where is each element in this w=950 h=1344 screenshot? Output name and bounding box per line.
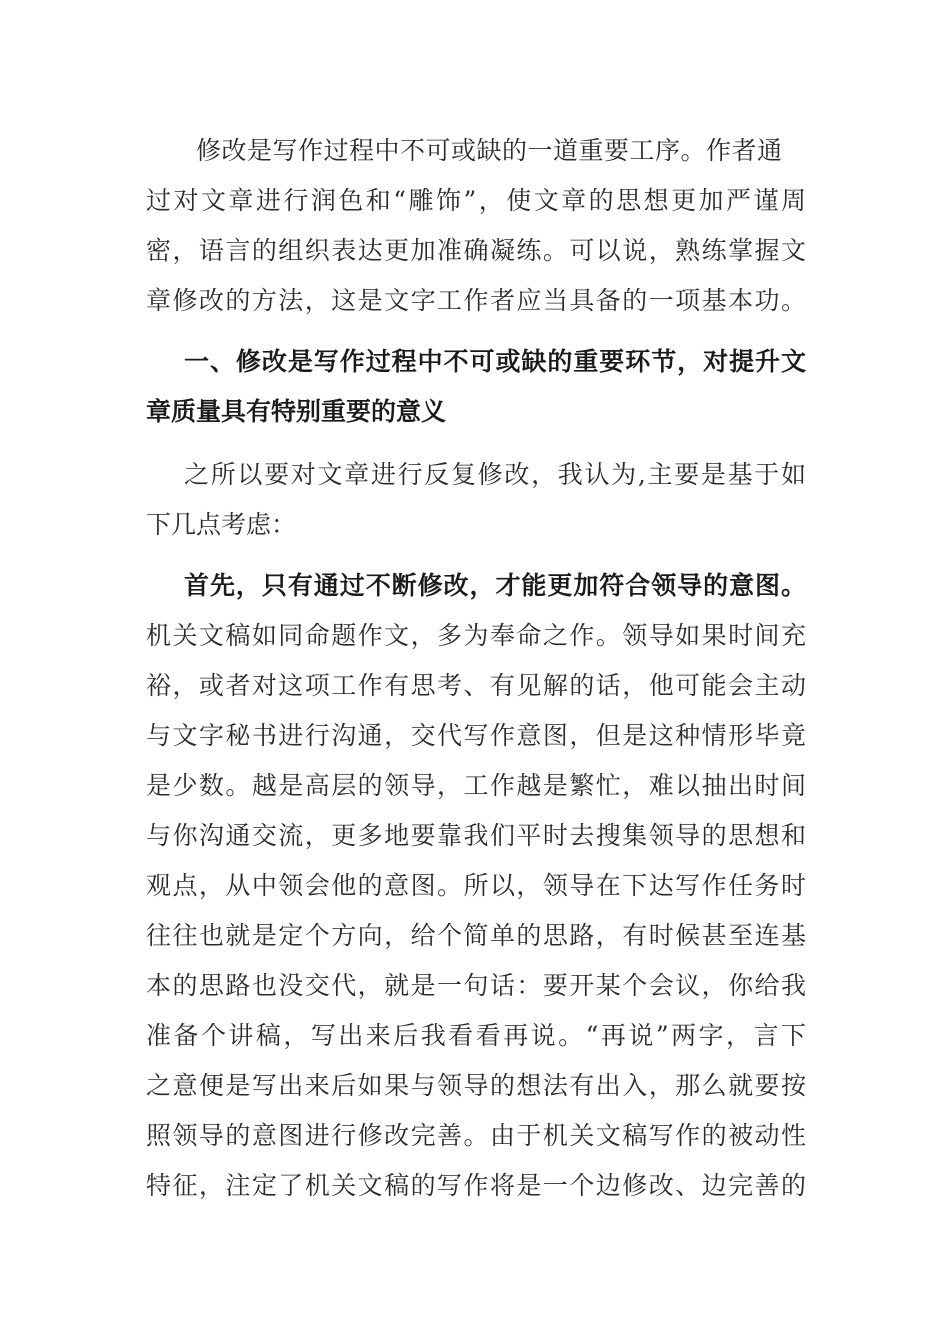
point1-line-12: 特征，注定了机关文稿的写作将是一个边修改、边完善的 xyxy=(146,1171,806,1200)
intro-line-3: 密，语言的组织表达更加准确凝练。可以说，熟练掌握文 xyxy=(146,236,806,265)
point1-line-1: 机关文稿如同命题作文，多为奉命之作。领导如果时间充 xyxy=(146,621,806,650)
point1-line-3: 与文字秘书进行沟通，交代写作意图，但是这种情形毕竟 xyxy=(146,721,806,750)
point1-line-8: 本的思路也没交代，就是一句话：要开某个会议，你给我 xyxy=(146,971,806,1000)
point1-line-2: 裕，或者对这项工作有思考、有见解的话，他可能会主动 xyxy=(146,671,806,700)
point1-line-9: 准备个讲稿，写出来后我看看再说。“再说”两字，言下 xyxy=(146,1021,806,1050)
point1-line-11: 照领导的意图进行修改完善。由于机关文稿写作的被动性 xyxy=(146,1121,806,1150)
reasons-intro-line-2: 下几点考虑： xyxy=(146,510,297,539)
point1-line-4: 是少数。越是高层的领导，工作越是繁忙，难以抽出时间 xyxy=(146,771,806,800)
intro-line-4: 章修改的方法，这是文字工作者应当具备的一项基本功。 xyxy=(146,286,806,315)
point1-line-5: 与你沟通交流，更多地要靠我们平时去搜集领导的思想和 xyxy=(146,821,806,850)
intro-line-1: 修改是写作过程中不可或缺的一道重要工序。作者通 xyxy=(196,136,782,165)
intro-line-2: 过对文章进行润色和“雕饰”，使文章的思想更加严谨周 xyxy=(146,186,806,215)
section-heading-line-1: 一、修改是写作过程中不可或缺的重要环节，对提升文 xyxy=(184,347,806,376)
point1-line-6: 观点，从中领会他的意图。所以，领导在下达写作任务时 xyxy=(146,871,806,900)
point1-heading: 首先，只有通过不断修改，才能更加符合领导的意图。 xyxy=(184,571,806,600)
point1-line-10: 之意便是写出来后如果与领导的想法有出入，那么就要按 xyxy=(146,1071,806,1100)
point1-line-7: 往往也就是定个方向，给个简单的思路，有时候甚至连基 xyxy=(146,921,806,950)
reasons-intro-line-1: 之所以要对文章进行反复修改，我认为,主要是基于如 xyxy=(184,460,806,489)
section-heading-line-2: 章质量具有特别重要的意义 xyxy=(146,397,447,426)
